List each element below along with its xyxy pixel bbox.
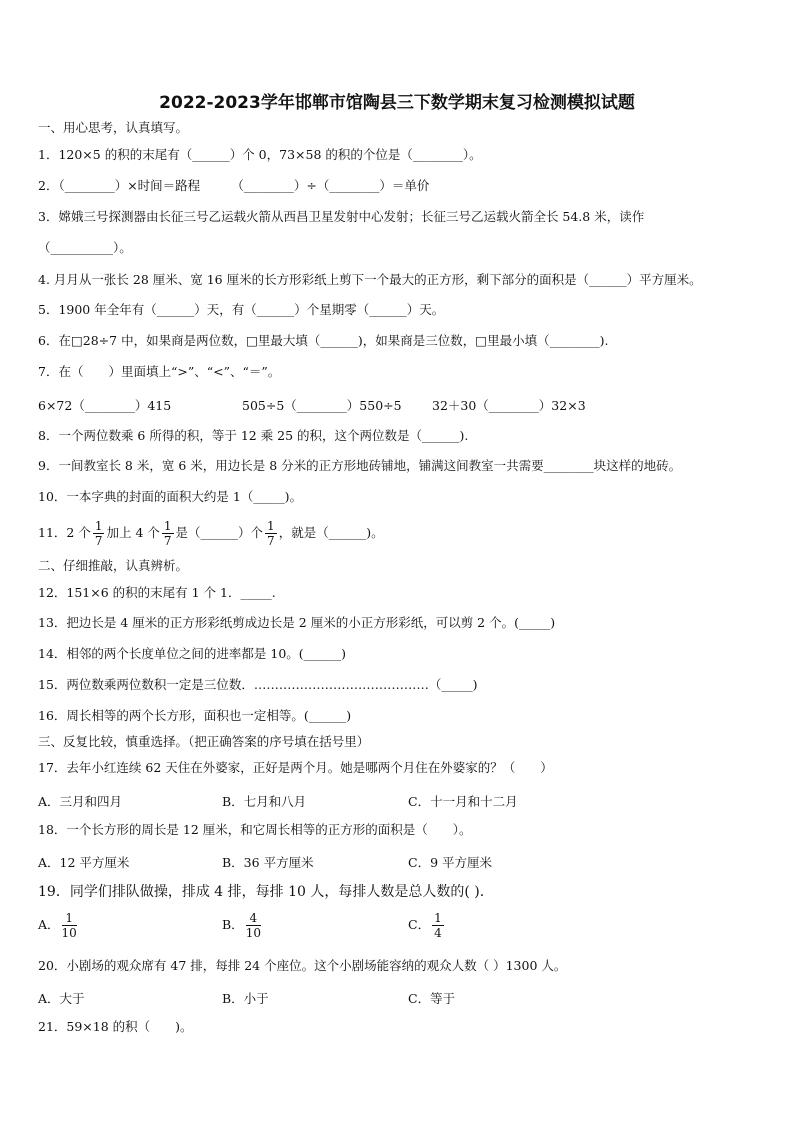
question-7: 7．在（ ）里面填上“>”、“<”、“＝”。	[38, 364, 281, 379]
question-20-option-c: C．等于	[408, 991, 456, 1006]
question-2: 2．（________）×时间＝路程 （________）÷（________）＝单价	[38, 178, 430, 193]
question-7-part-b: 505÷5（________）550÷5	[242, 398, 402, 413]
question-18-option-a: A．12 平方厘米	[38, 855, 130, 870]
question-3-line-2: （__________）。	[38, 240, 132, 255]
question-19-option-a	[38, 912, 79, 939]
fraction-denominator: 10	[61, 926, 77, 940]
fraction-one-seventh	[265, 520, 277, 547]
fraction-denominator: 7	[267, 534, 275, 548]
fraction-one-seventh	[93, 520, 105, 547]
question-17: 17．去年小红连续 62 天住在外婆家，正好是两个月。她是哪两个月住在外婆家的？（ ）	[38, 760, 553, 775]
question-7-part-a: 6×72（________）415	[38, 398, 172, 413]
question-19-option-b	[222, 912, 263, 939]
question-7-part-c: 32＋30（________）32×3	[432, 398, 586, 413]
fraction-numerator: 1	[434, 911, 442, 925]
section-heading-3: 三、反复比较，慎重选择。（把正确答案的序号填在括号里）	[38, 734, 370, 749]
question-18: 18．一个长方形的周长是 12 厘米，和它周长相等的正方形的面积是（ ）。	[38, 822, 472, 837]
question-11	[38, 517, 384, 549]
fraction-numerator: 1	[163, 519, 172, 533]
question-20-option-a: A．大于	[38, 991, 85, 1006]
question-17-option-b: B．七月和八月	[222, 794, 307, 809]
question-21: 21．59×18 的积（ )。	[38, 1019, 193, 1034]
fraction-numerator: 1	[94, 519, 103, 533]
section-heading-1: 一、用心思考，认真填写。	[38, 120, 189, 135]
question-11-prefix: 11．2 个	[38, 525, 91, 540]
question-20: 20．小剧场的观众席有 47 排，每排 24 个座位。这个小剧场能容纳的观众人数（ ）1300 人。	[38, 958, 567, 973]
question-17-option-c: C．十一月和十二月	[408, 794, 518, 809]
question-3-line-1: 3．嫦娥三号探测器由长征三号乙运载火箭从西昌卫星发射中心发射；长征三号乙运载火箭全长 54.8 米，读作	[38, 209, 645, 224]
question-16: 16．周长相等的两个长方形，面积也一定相等。(______)	[38, 708, 352, 723]
option-letter: A．	[38, 917, 60, 932]
question-11-end: ，就是（______)。	[278, 525, 384, 540]
option-letter: C．	[408, 917, 431, 932]
question-12: 12．151×6 的积的末尾有 1 个 1．_____.	[38, 585, 276, 600]
question-15: 15．两位数乘两位数积一定是三位数．……………………………………（_____)	[38, 677, 478, 692]
fraction-numerator: 4	[246, 912, 261, 926]
fraction-one-seventh	[162, 520, 174, 547]
question-13: 13．把边长是 4 厘米的正方形彩纸剪成边长是 2 厘米的小正方形彩纸，可以剪 2 个。(_____)	[38, 615, 556, 630]
fraction-one-tenth	[62, 912, 77, 939]
fraction-numerator: 1	[62, 912, 77, 926]
section-heading-2: 二、仔细推敲，认真辨析。	[38, 558, 189, 573]
question-19: 19．同学们排队做操，排成 4 排，每排 10 人，每排人数是总人数的( ).	[38, 884, 485, 900]
fraction-four-tenths	[246, 912, 261, 939]
fraction-denominator: 7	[163, 534, 172, 548]
question-8: 8．一个两位数乘 6 所得的积，等于 12 乘 25 的积，这个两位数是（______).	[38, 428, 469, 443]
question-17-option-a: A．三月和四月	[38, 794, 123, 809]
page-title: 2022-2023学年邯郸市馆陶县三下数学期末复习检测模拟试题	[159, 93, 635, 113]
question-18-option-c: C．9 平方厘米	[408, 855, 492, 870]
question-6: 6．在□28÷7 中，如果商是两位数，□里最大填（______)，如果商是三位数，□里最小填（________).	[38, 333, 609, 348]
fraction-numerator: 1	[267, 519, 275, 533]
question-11-mid-2: 是（______）个	[175, 525, 264, 540]
question-10: 10．一本字典的封面的面积大约是 1（_____)。	[38, 489, 302, 504]
question-9: 9．一间教室长 8 米，宽 6 米，用边长是 8 分米的正方形地砖铺地，铺满这间教室一共需要________块这样的地砖。	[38, 458, 682, 473]
option-letter: B．	[222, 917, 244, 932]
fraction-denominator: 10	[245, 926, 261, 940]
fraction-denominator: 4	[434, 926, 442, 940]
question-14: 14．相邻的两个长度单位之间的进率都是 10。(______)	[38, 646, 347, 661]
fraction-one-quarter	[432, 912, 444, 939]
question-19-option-c	[408, 912, 446, 939]
question-18-option-b: B．36 平方厘米	[222, 855, 314, 870]
fraction-denominator: 7	[94, 534, 103, 548]
question-11-mid-1: 加上 4 个	[106, 525, 160, 540]
question-20-option-b: B．小于	[222, 991, 269, 1006]
question-5: 5．1900 年全年有（______）天，有（______）个星期零（______）天。	[38, 302, 445, 317]
question-4: 4. 月月从一张长 28 厘米、宽 16 厘米的长方形彩纸上剪下一个最大的正方形，剩下部分的面积是（______）平方厘米。	[38, 272, 702, 287]
question-1: 1．120×5 的积的末尾有（______）个 0，73×58 的积的个位是（________）。	[38, 147, 482, 162]
